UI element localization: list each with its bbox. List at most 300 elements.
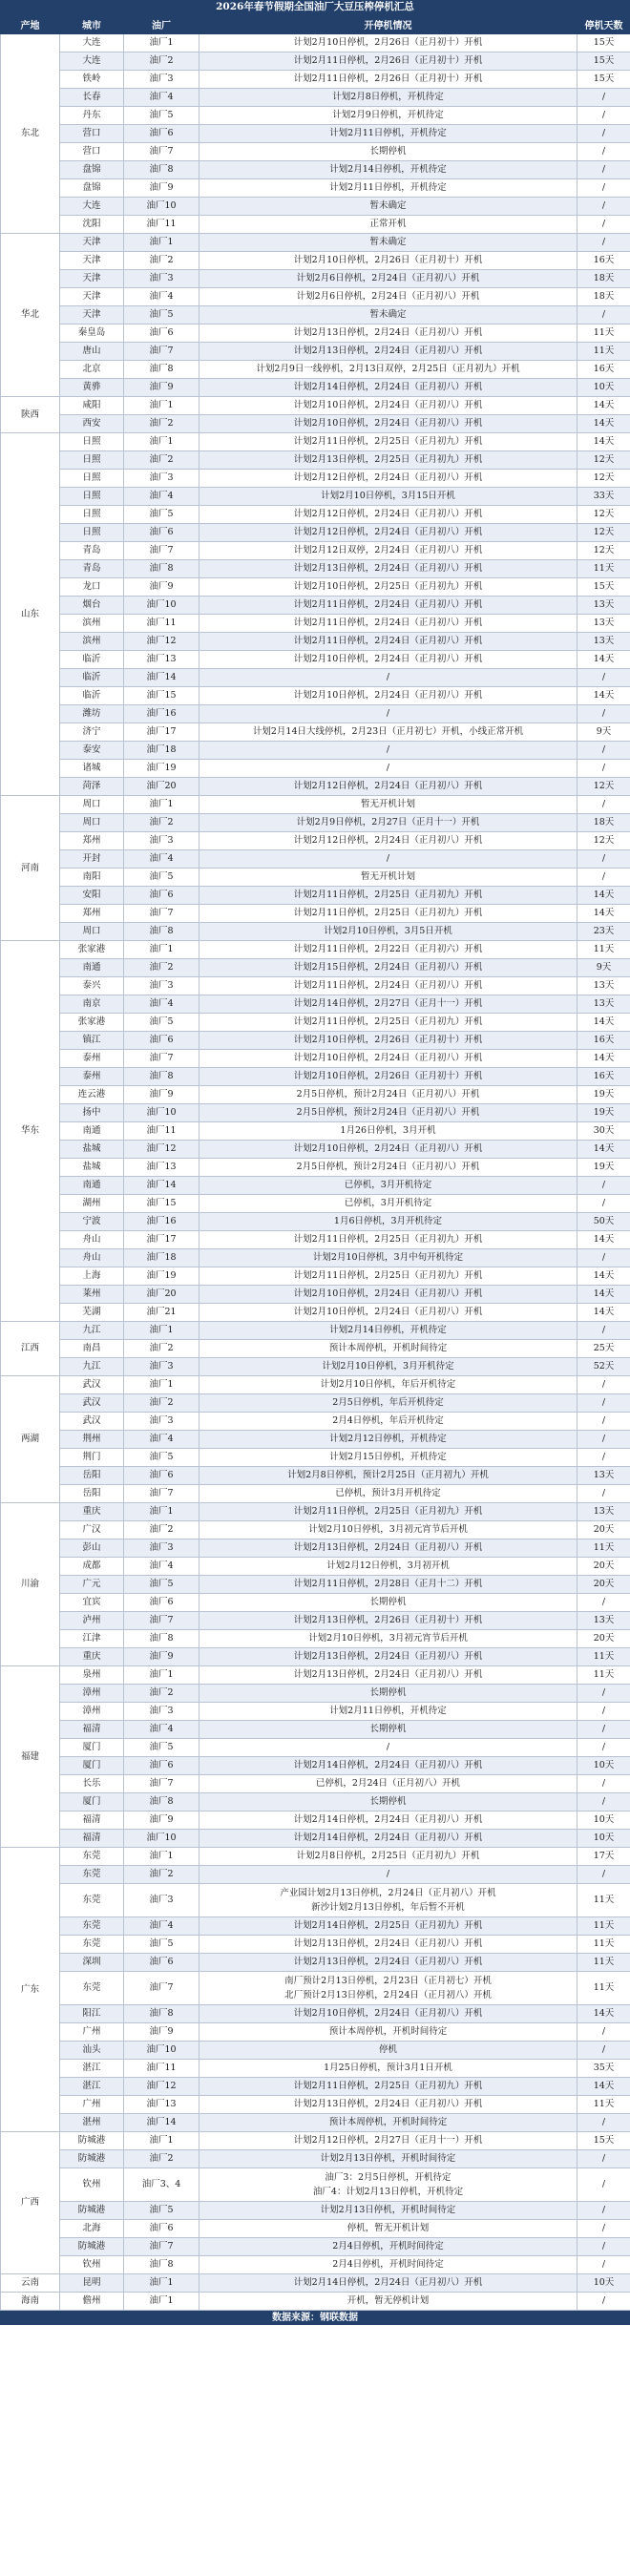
city-cell: 湖州 — [60, 1195, 124, 1213]
city-cell: 武汉 — [60, 1394, 124, 1413]
mill-cell: 油厂2 — [124, 959, 200, 977]
mill-cell: 油厂6 — [124, 325, 200, 343]
status-cell: 计划2月12日双停，2月24日（正月初八）开机 — [200, 542, 578, 560]
city-cell: 滨州 — [60, 615, 124, 633]
days-cell: 13天 — [578, 633, 630, 651]
days-cell: / — [578, 306, 630, 325]
table-row — [1, 669, 630, 687]
mill-cell: 油厂4 — [124, 850, 200, 869]
table-row — [1, 198, 630, 216]
table-row — [1, 1954, 630, 1972]
days-cell: 13天 — [578, 615, 630, 633]
mill-cell: 油厂8 — [124, 923, 200, 941]
table-row — [1, 161, 630, 179]
city-cell: 厦门 — [60, 1757, 124, 1775]
days-cell: / — [578, 2023, 630, 2042]
city-cell: 重庆 — [60, 1648, 124, 1666]
days-cell: / — [578, 669, 630, 687]
table-row — [1, 542, 630, 560]
table-row — [1, 306, 630, 325]
days-cell: / — [578, 796, 630, 814]
mill-cell: 油厂1 — [124, 397, 200, 415]
table-row — [1, 1159, 630, 1177]
mill-cell: 油厂7 — [124, 542, 200, 560]
days-cell: 15天 — [578, 71, 630, 89]
table-row — [1, 832, 630, 850]
days-cell: / — [578, 1703, 630, 1721]
table-row — [1, 1936, 630, 1954]
table-row — [1, 2293, 630, 2311]
mill-cell: 油厂5 — [124, 1936, 200, 1954]
mill-cell: 油厂9 — [124, 179, 200, 198]
table-row — [1, 1104, 630, 1122]
status-cell: 开机，暂无停机计划 — [200, 2293, 578, 2311]
status-cell: 计划2月9日停机，开机待定 — [200, 107, 578, 125]
table-row — [1, 1032, 630, 1050]
table-row — [1, 1014, 630, 1032]
days-cell: 11天 — [578, 1666, 630, 1685]
days-cell: 25天 — [578, 1340, 630, 1358]
status-cell: 计划2月10日停机，3月5日开机 — [200, 923, 578, 941]
table-row — [1, 1449, 630, 1467]
city-cell: 九江 — [60, 1358, 124, 1376]
status-cell: 计划2月11日停机，2月22日（正月初六）开机 — [200, 941, 578, 959]
city-cell: 黄骅 — [60, 379, 124, 397]
days-cell: 11天 — [578, 1884, 630, 1917]
days-cell: / — [578, 143, 630, 161]
status-cell: 长期停机 — [200, 143, 578, 161]
table-row — [1, 143, 630, 161]
status-cell: 2月5日停机，年后开机待定 — [200, 1394, 578, 1413]
table-row — [1, 1793, 630, 1812]
table-row — [1, 1485, 630, 1503]
status-cell: / — [200, 850, 578, 869]
table-row — [1, 1340, 630, 1358]
days-cell: 12天 — [578, 524, 630, 542]
city-cell: 烟台 — [60, 597, 124, 615]
mill-cell: 油厂6 — [124, 1594, 200, 1612]
status-cell: / — [200, 742, 578, 760]
table-row — [1, 415, 630, 433]
days-cell: / — [578, 2293, 630, 2311]
header-days: 停机天数 — [578, 14, 630, 34]
mill-cell: 油厂5 — [124, 869, 200, 887]
table-row — [1, 2168, 630, 2202]
days-cell: / — [578, 1322, 630, 1340]
table-row — [1, 179, 630, 198]
city-cell: 彭山 — [60, 1539, 124, 1558]
mill-cell: 油厂13 — [124, 2096, 200, 2114]
table-row — [1, 959, 630, 977]
days-cell: 14天 — [578, 1304, 630, 1322]
status-cell: 计划2月11日停机，2月24日（正月初八）开机 — [200, 615, 578, 633]
mill-cell: 油厂1 — [124, 796, 200, 814]
region-cell: 河南 — [1, 796, 60, 941]
city-cell: 防城港 — [60, 2202, 124, 2220]
status-cell: 计划2月11日停机，2月28日（正月十二）开机 — [200, 1576, 578, 1594]
table-row — [1, 1195, 630, 1213]
status-cell: 计划2月11日停机，开机待定 — [200, 125, 578, 143]
mill-cell: 油厂8 — [124, 2005, 200, 2023]
days-cell: 11天 — [578, 1648, 630, 1666]
status-cell: 计划2月11日停机，2月25日（正月初九）开机 — [200, 905, 578, 923]
city-cell: 铁岭 — [60, 71, 124, 89]
days-cell: 35天 — [578, 2060, 630, 2078]
mill-cell: 油厂1 — [124, 2293, 200, 2311]
table-row — [1, 2132, 630, 2150]
city-cell: 开封 — [60, 850, 124, 869]
status-cell: 计划2月12日停机，3月初开机 — [200, 1558, 578, 1576]
city-cell: 秦皇岛 — [60, 325, 124, 343]
status-cell: 油厂3：2月5日停机，开机待定 油厂4：计划2月13日停机，开机待定 — [200, 2168, 578, 2202]
days-cell: / — [578, 107, 630, 125]
days-cell: / — [578, 216, 630, 234]
status-cell: 计划2月10日停机，2月26日（正月初十）开机 — [200, 34, 578, 52]
city-cell: 广元 — [60, 1576, 124, 1594]
table-row — [1, 1757, 630, 1775]
mill-cell: 油厂7 — [124, 343, 200, 361]
table-row — [1, 1721, 630, 1739]
table-row — [1, 524, 630, 542]
mill-cell: 油厂21 — [124, 1304, 200, 1322]
status-cell: 计划2月9日一线停机，2月13日双停，2月25日（正月初九）开机 — [200, 361, 578, 379]
city-cell: 日照 — [60, 470, 124, 488]
mill-cell: 油厂9 — [124, 1648, 200, 1666]
status-cell: 计划2月11日停机，2月25日（正月初九）开机 — [200, 887, 578, 905]
city-cell: 东莞 — [60, 1972, 124, 2005]
mill-cell: 油厂2 — [124, 2150, 200, 2168]
status-cell: 计划2月10日停机，2月24日（正月初八）开机 — [200, 1050, 578, 1068]
city-cell: 厦门 — [60, 1739, 124, 1757]
mill-cell: 油厂5 — [124, 1576, 200, 1594]
mill-cell: 油厂2 — [124, 451, 200, 470]
mill-cell: 油厂6 — [124, 524, 200, 542]
days-cell: / — [578, 705, 630, 723]
days-cell: 14天 — [578, 651, 630, 669]
table-row — [1, 1612, 630, 1630]
mill-cell: 油厂3 — [124, 1703, 200, 1721]
status-cell: 计划2月10日停机，2月24日（正月初八）开机 — [200, 1304, 578, 1322]
city-cell: 天津 — [60, 306, 124, 325]
city-cell: 滨州 — [60, 633, 124, 651]
status-cell: 计划2月10日停机，3月中旬开机待定 — [200, 1249, 578, 1267]
table-row — [1, 343, 630, 361]
region-cell: 东北 — [1, 34, 60, 234]
mill-cell: 油厂11 — [124, 1122, 200, 1141]
mill-cell: 油厂3、4 — [124, 2168, 200, 2202]
city-cell: 漳州 — [60, 1685, 124, 1703]
mill-cell: 油厂4 — [124, 1431, 200, 1449]
mill-cell: 油厂3 — [124, 1413, 200, 1431]
status-cell: 计划2月14日停机，2月24日（正月初八）开机 — [200, 2274, 578, 2293]
days-cell: / — [578, 1739, 630, 1757]
status-cell: 计划2月10日停机，2月26日（正月初十）开机 — [200, 1068, 578, 1086]
mill-cell: 油厂9 — [124, 2023, 200, 2042]
days-cell: 16天 — [578, 1068, 630, 1086]
status-cell: 预计本周停机，开机时间待定 — [200, 2023, 578, 2042]
days-cell: 18天 — [578, 814, 630, 832]
status-cell: 2月4日停机，年后开机待定 — [200, 1413, 578, 1431]
city-cell: 南通 — [60, 959, 124, 977]
days-cell: 10天 — [578, 379, 630, 397]
status-cell: 计划2月11日停机，2月25日（正月初九）开机 — [200, 1231, 578, 1249]
table-row — [1, 742, 630, 760]
days-cell: / — [578, 1594, 630, 1612]
days-cell: / — [578, 2042, 630, 2060]
table-row — [1, 1304, 630, 1322]
table-row — [1, 1685, 630, 1703]
table-row — [1, 2220, 630, 2238]
table-row — [1, 107, 630, 125]
days-cell: / — [578, 850, 630, 869]
city-cell: 济宁 — [60, 723, 124, 742]
city-cell: 营口 — [60, 125, 124, 143]
mill-cell: 油厂4 — [124, 288, 200, 306]
city-cell: 武汉 — [60, 1413, 124, 1431]
table-row — [1, 578, 630, 597]
status-cell: 暂未确定 — [200, 306, 578, 325]
mill-cell: 油厂18 — [124, 1249, 200, 1267]
mill-cell: 油厂6 — [124, 2220, 200, 2238]
mill-cell: 油厂9 — [124, 1086, 200, 1104]
table-row — [1, 633, 630, 651]
status-cell: 计划2月8日停机，2月25日（正月初九）开机 — [200, 1848, 578, 1866]
days-cell: 17天 — [578, 1848, 630, 1866]
city-cell: 舟山 — [60, 1231, 124, 1249]
status-cell: 计划2月13日停机，2月24日（正月初八）开机 — [200, 1954, 578, 1972]
city-cell: 湛州 — [60, 2114, 124, 2132]
status-cell: 计划2月13日停机，2月24日（正月初八）开机 — [200, 2096, 578, 2114]
city-cell: 南京 — [60, 995, 124, 1014]
days-cell: / — [578, 2220, 630, 2238]
city-cell: 日照 — [60, 451, 124, 470]
table-row — [1, 2023, 630, 2042]
table-row — [1, 941, 630, 959]
days-cell: / — [578, 1775, 630, 1793]
status-cell: 计划2月10日停机，3月初元宵节后开机 — [200, 1521, 578, 1539]
mill-cell: 油厂15 — [124, 1195, 200, 1213]
city-cell: 泸州 — [60, 1612, 124, 1630]
mill-cell: 油厂4 — [124, 1721, 200, 1739]
sheet-title: 2026年春节假期全国油厂大豆压榨停机汇总 — [0, 0, 630, 13]
city-cell: 防城港 — [60, 2238, 124, 2256]
status-cell: 计划2月13日停机，开机时间待定 — [200, 2150, 578, 2168]
city-cell: 大连 — [60, 34, 124, 52]
city-cell: 临沂 — [60, 669, 124, 687]
city-cell: 九江 — [60, 1322, 124, 1340]
table-row — [1, 1703, 630, 1721]
table-row — [1, 325, 630, 343]
days-cell: / — [578, 2238, 630, 2256]
city-cell: 荆门 — [60, 1449, 124, 1467]
table-row — [1, 1213, 630, 1231]
city-cell: 广州 — [60, 2096, 124, 2114]
days-cell: 50天 — [578, 1213, 630, 1231]
city-cell: 郑州 — [60, 905, 124, 923]
days-cell: 20天 — [578, 1558, 630, 1576]
mill-cell: 油厂7 — [124, 2238, 200, 2256]
city-cell: 临沂 — [60, 651, 124, 669]
table-row — [1, 2202, 630, 2220]
table-row — [1, 977, 630, 995]
city-cell: 东莞 — [60, 1884, 124, 1917]
days-cell: 14天 — [578, 687, 630, 705]
mill-cell: 油厂14 — [124, 669, 200, 687]
days-cell: 52天 — [578, 1358, 630, 1376]
days-cell: / — [578, 198, 630, 216]
mill-cell: 油厂10 — [124, 198, 200, 216]
days-cell: 14天 — [578, 1141, 630, 1159]
mill-cell: 油厂2 — [124, 1394, 200, 1413]
status-cell: 计划2月15日停机，开机待定 — [200, 1449, 578, 1467]
table-row — [1, 2238, 630, 2256]
mill-cell: 油厂7 — [124, 1775, 200, 1793]
city-cell: 南昌 — [60, 1340, 124, 1358]
table-row — [1, 1358, 630, 1376]
days-cell: 18天 — [578, 288, 630, 306]
days-cell: / — [578, 1793, 630, 1812]
mill-cell: 油厂3 — [124, 470, 200, 488]
mill-cell: 油厂5 — [124, 1739, 200, 1757]
table-row — [1, 1917, 630, 1936]
status-cell: 计划2月13日停机，开机时间待定 — [200, 2202, 578, 2220]
city-cell: 广州 — [60, 2023, 124, 2042]
city-cell: 东莞 — [60, 1936, 124, 1954]
days-cell: / — [578, 2202, 630, 2220]
city-cell: 菏泽 — [60, 778, 124, 796]
table-row — [1, 1521, 630, 1539]
status-cell: 长期停机 — [200, 1721, 578, 1739]
city-cell: 舟山 — [60, 1249, 124, 1267]
mill-cell: 油厂12 — [124, 2078, 200, 2096]
table-row — [1, 71, 630, 89]
days-cell: 11天 — [578, 1917, 630, 1936]
status-cell: 暂无开机计划 — [200, 796, 578, 814]
days-cell: 14天 — [578, 415, 630, 433]
status-cell: 计划2月11日停机，2月24日（正月初八）开机 — [200, 633, 578, 651]
city-cell: 大连 — [60, 52, 124, 71]
city-cell: 临沂 — [60, 687, 124, 705]
table-row — [1, 2274, 630, 2293]
table-row — [1, 1267, 630, 1286]
days-cell: 13天 — [578, 597, 630, 615]
days-cell: 14天 — [578, 1231, 630, 1249]
status-cell: 停机 — [200, 2042, 578, 2060]
city-cell: 泰安 — [60, 742, 124, 760]
table-row — [1, 1558, 630, 1576]
mill-cell: 油厂10 — [124, 597, 200, 615]
mill-cell: 油厂4 — [124, 1917, 200, 1936]
table-row — [1, 397, 630, 415]
mill-cell: 油厂1 — [124, 2132, 200, 2150]
mill-cell: 油厂8 — [124, 361, 200, 379]
table-row — [1, 1467, 630, 1485]
days-cell: / — [578, 760, 630, 778]
city-cell: 东莞 — [60, 1866, 124, 1884]
days-cell: 9天 — [578, 959, 630, 977]
days-cell: 11天 — [578, 325, 630, 343]
city-cell: 东莞 — [60, 1917, 124, 1936]
mill-cell: 油厂7 — [124, 1050, 200, 1068]
city-cell: 盘锦 — [60, 161, 124, 179]
status-cell: 计划2月11日停机，2月24日（正月初八）开机 — [200, 977, 578, 995]
table-row — [1, 451, 630, 470]
days-cell: 14天 — [578, 1014, 630, 1032]
status-cell: 计划2月11日停机，2月25日（正月初九）开机 — [200, 1503, 578, 1521]
days-cell: / — [578, 1394, 630, 1413]
status-cell: 计划2月10日停机，2月25日（正月初九）开机 — [200, 578, 578, 597]
city-cell: 福清 — [60, 1721, 124, 1739]
city-cell: 连云港 — [60, 1086, 124, 1104]
days-cell: / — [578, 1721, 630, 1739]
city-cell: 北京 — [60, 361, 124, 379]
table-row — [1, 1630, 630, 1648]
header-region: 产地 — [1, 14, 60, 34]
table-row — [1, 379, 630, 397]
city-cell: 周口 — [60, 796, 124, 814]
table-row — [1, 2060, 630, 2078]
status-cell: 计划2月8日停机，开机待定 — [200, 89, 578, 107]
days-cell: 20天 — [578, 1576, 630, 1594]
days-cell: 11天 — [578, 1539, 630, 1558]
days-cell: / — [578, 1866, 630, 1884]
status-cell: 计划2月12日停机，2月24日（正月初八）开机 — [200, 524, 578, 542]
status-cell: 计划2月10日停机，3月15日开机 — [200, 488, 578, 506]
mill-cell: 油厂1 — [124, 1848, 200, 1866]
status-cell: 2月4日停机，开机时间待定 — [200, 2238, 578, 2256]
mill-cell: 油厂14 — [124, 1177, 200, 1195]
mill-cell: 油厂16 — [124, 705, 200, 723]
days-cell: 16天 — [578, 1032, 630, 1050]
days-cell: 10天 — [578, 2274, 630, 2293]
city-cell: 长春 — [60, 89, 124, 107]
city-cell: 芜湖 — [60, 1304, 124, 1322]
status-cell: 计划2月14日停机，开机待定 — [200, 1322, 578, 1340]
status-cell: 2月4日停机，开机时间待定 — [200, 2256, 578, 2274]
table-row — [1, 2256, 630, 2274]
mill-status-table — [0, 13, 630, 2311]
city-cell: 钦州 — [60, 2168, 124, 2202]
mill-cell: 油厂5 — [124, 107, 200, 125]
status-cell: 已停机，3月开机待定 — [200, 1195, 578, 1213]
days-cell: 13天 — [578, 1467, 630, 1485]
header-city: 城市 — [60, 14, 124, 34]
table-row — [1, 52, 630, 71]
table-row — [1, 615, 630, 633]
table-row — [1, 1086, 630, 1104]
status-cell: 计划2月13日停机，2月24日（正月初八）开机 — [200, 560, 578, 578]
mill-cell: 油厂7 — [124, 1485, 200, 1503]
city-cell: 营口 — [60, 143, 124, 161]
city-cell: 天津 — [60, 252, 124, 270]
status-cell: 计划2月14日停机，2月27日（正月十一）开机 — [200, 995, 578, 1014]
status-cell: 预计本周停机，开机时间待定 — [200, 2114, 578, 2132]
city-cell: 湛江 — [60, 2060, 124, 2078]
table-row — [1, 1322, 630, 1340]
days-cell: 12天 — [578, 542, 630, 560]
status-cell: 暂无开机计划 — [200, 869, 578, 887]
days-cell: / — [578, 869, 630, 887]
status-cell: 计划2月10日停机，2月24日（正月初八）开机 — [200, 687, 578, 705]
table-row — [1, 723, 630, 742]
table-row — [1, 705, 630, 723]
mill-cell: 油厂6 — [124, 1757, 200, 1775]
status-cell: 计划2月10日停机，2月24日（正月初八）开机 — [200, 1141, 578, 1159]
status-cell: 计划2月13日停机，2月24日（正月初八）开机 — [200, 325, 578, 343]
city-cell: 广汉 — [60, 1521, 124, 1539]
mill-cell: 油厂4 — [124, 995, 200, 1014]
status-cell: 已停机，预计3月开机待定 — [200, 1485, 578, 1503]
